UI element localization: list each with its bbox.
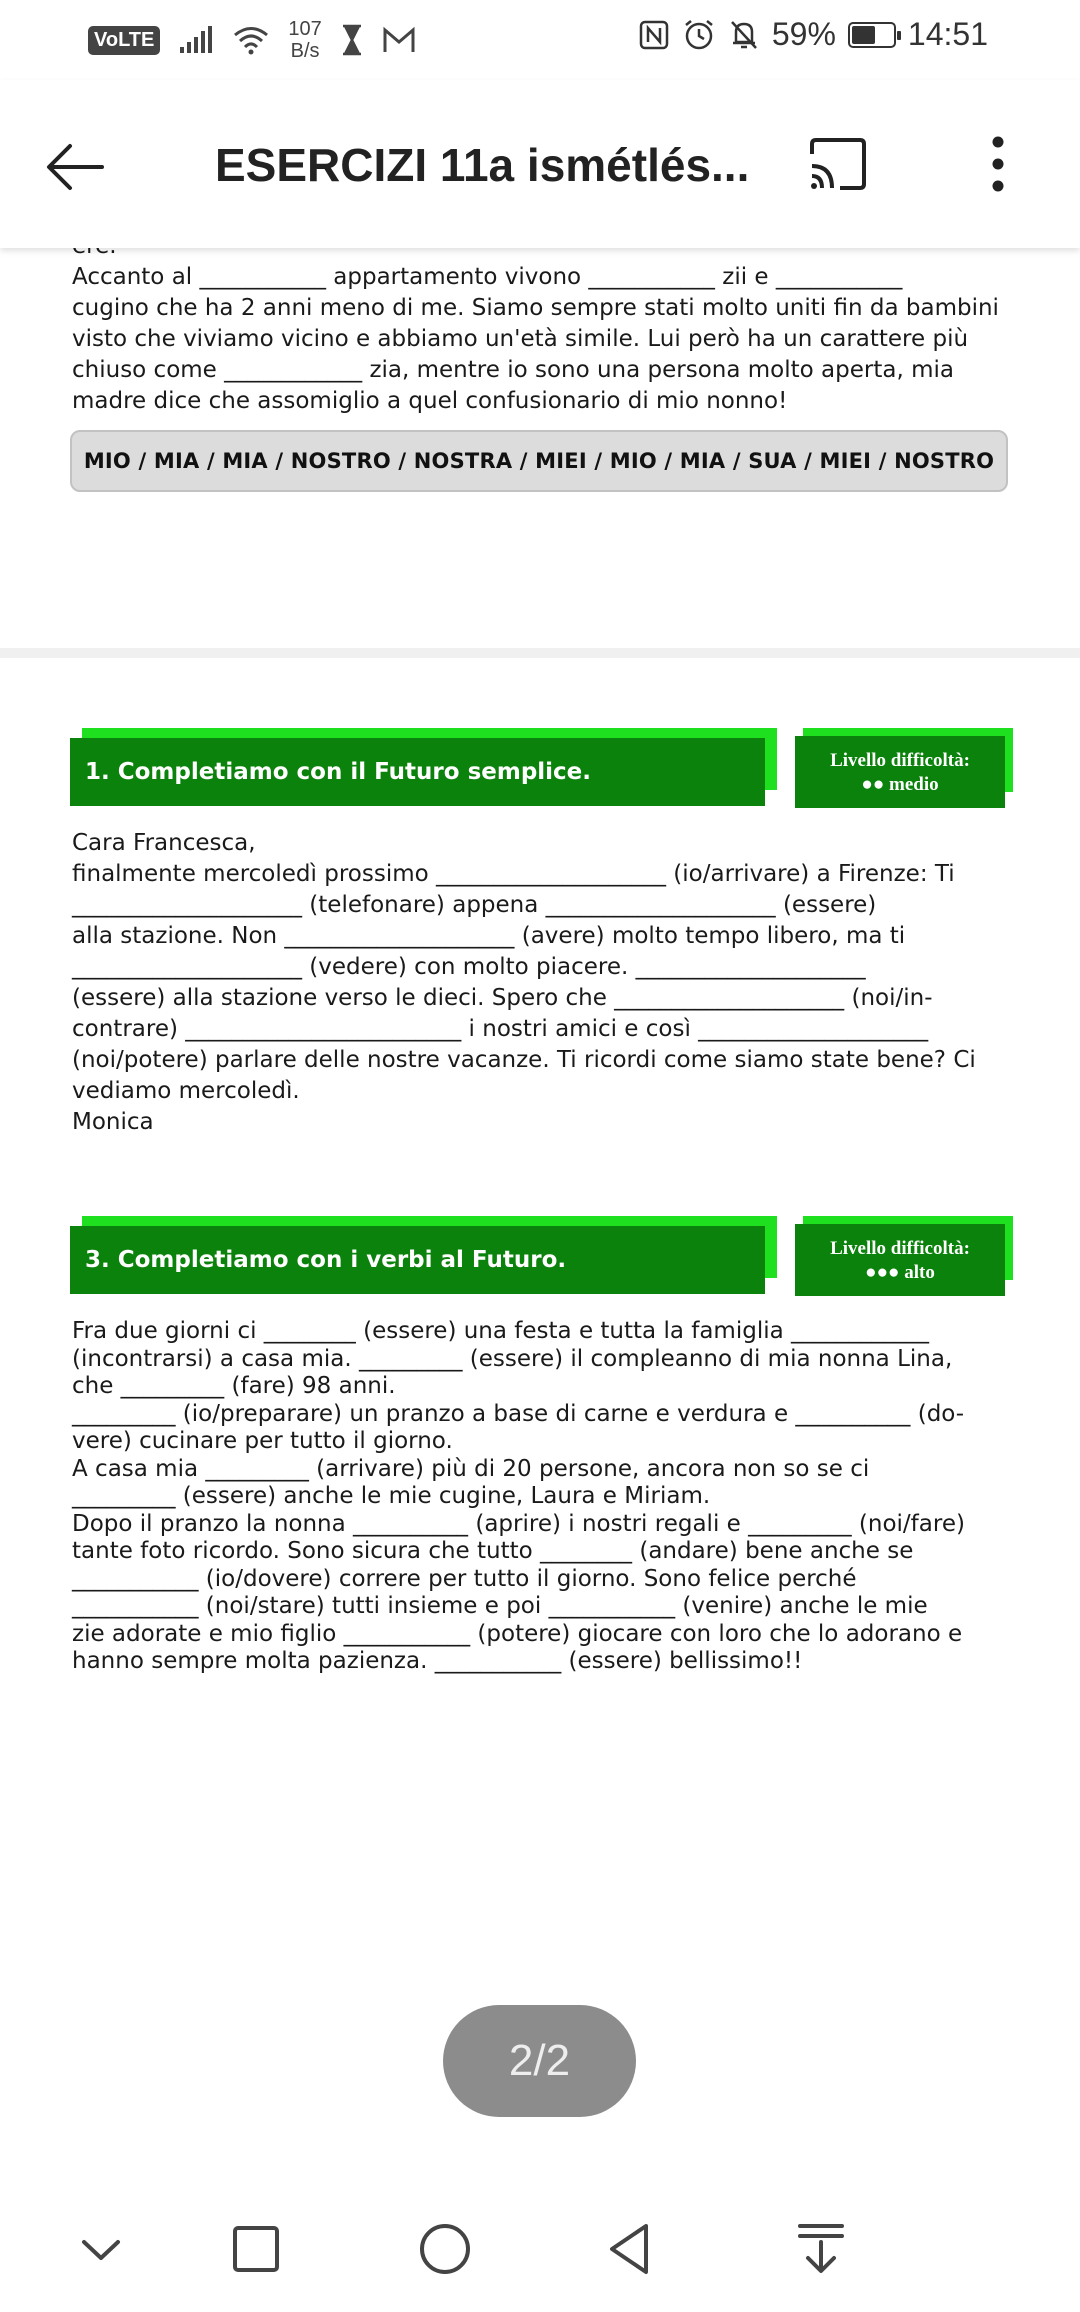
document-viewer[interactable]: [0, 248, 1080, 2108]
more-options-button[interactable]: [976, 132, 1020, 196]
battery-percent: 59%: [771, 16, 836, 52]
section-1-text: [72, 828, 1004, 1138]
text-line: A casa mia _________ (arrivare) più di 20 persone, ancora non so se ci: [72, 1455, 870, 1482]
text-line: cugino che ha 2 anni meno di me. Siamo sempre stati molto uniti fin da bambini: [72, 295, 999, 321]
circle-icon: [410, 2220, 480, 2280]
system-nav-bar: [0, 2190, 1080, 2312]
text-line: zie adorate e mio figlio ___________ (potere) giocare con loro che lo adorano e: [72, 1620, 963, 1647]
gmail-icon: [382, 26, 416, 54]
wifi-icon: [232, 25, 270, 55]
nav-notifications-button[interactable]: [786, 2220, 856, 2280]
nfc-icon: [638, 19, 670, 51]
network-speed: [288, 18, 321, 62]
word-bank-box: MIO / MIA / MIA / NOSTRO / NOSTRA / MIEI / MIO / MIA / SUA / MIEI / NOSTRO: [70, 430, 1008, 492]
section-3-level-badge: [795, 1216, 1005, 1296]
level-value: ●● medio: [861, 774, 939, 795]
text-line: alla stazione. Non ____________________ (avere) molto tempo libero, ma ti: [72, 923, 906, 949]
square-icon: [221, 2220, 291, 2280]
pull-down-icon: [786, 2220, 856, 2280]
section-3-text: [72, 1318, 1004, 1676]
text-line: vere) cucinare per tutto il giorno.: [72, 1428, 453, 1454]
back-arrow-icon: [40, 132, 110, 202]
text-line: _________ (io/preparare) un pranzo a base di carne e verdura e __________ (do-: [72, 1400, 965, 1427]
nav-back-button[interactable]: [596, 2220, 666, 2280]
cast-button[interactable]: [806, 136, 870, 192]
document-title: ESERCIZI 11a ismétlés...: [215, 139, 750, 191]
battery-icon: [848, 22, 896, 48]
page-1: [0, 248, 1080, 648]
triangle-back-icon: [596, 2220, 666, 2280]
text-line: Monica: [72, 1109, 154, 1135]
text-line: ___________ (io/dovere) correre per tutto il giorno. Sono felice perché: [72, 1565, 857, 1592]
status-left: [88, 18, 416, 62]
page-separator: [0, 648, 1080, 658]
status-right: [638, 16, 988, 53]
text-line: _________ (essere) anche le mie cugine, Laura e Miriam.: [72, 1483, 711, 1509]
section-1-title: 1. Completiamo con il Futuro semplice.: [70, 738, 765, 806]
page-1-text: [72, 231, 1004, 417]
network-speed-unit: B/s: [290, 40, 320, 62]
nav-home-button[interactable]: [410, 2220, 480, 2280]
text-line: Accanto al ___________ appartamento vivono ___________ zii e ___________: [72, 264, 903, 290]
back-button[interactable]: [40, 132, 130, 202]
hourglass-icon: [340, 24, 364, 56]
nav-collapse-button[interactable]: [66, 2220, 136, 2280]
text-line: ___________ (noi/stare) tutti insieme e poi ___________ (venire) anche le mie: [72, 1593, 928, 1619]
app-toolbar: [0, 80, 1080, 248]
text-line: che _________ (fare) 98 anni.: [72, 1373, 396, 1399]
text-line: vediamo mercoledì.: [72, 1078, 300, 1104]
battery-fill: [852, 26, 875, 44]
cast-icon: [806, 136, 870, 192]
badge-body: [795, 1224, 1005, 1296]
section-3-header: [70, 1216, 770, 1286]
level-label: Livello difficoltà:: [830, 1238, 970, 1259]
mute-bell-icon: [728, 18, 760, 52]
text-line: ____________________ (vedere) con molto piacere. ____________________: [72, 954, 866, 980]
text-line: Cara Francesca,: [72, 830, 256, 856]
signal-icon: [178, 25, 214, 55]
level-label: Livello difficoltà:: [830, 750, 970, 771]
page-indicator: 2/2: [443, 2005, 636, 2117]
alarm-icon: [682, 18, 716, 52]
volte-icon: VoLTE: [88, 26, 160, 55]
text-line: chiuso come ____________ zia, mentre io sono una persona molto aperta, mia: [72, 357, 954, 383]
page-2: [0, 658, 1080, 2108]
clock: 14:51: [907, 16, 988, 52]
text-line: madre dice che assomiglio a quel confusionario di mio nonno!: [72, 388, 788, 414]
text-line: Fra due giorni ci ________ (essere) una festa e tutta la famiglia ____________: [72, 1318, 930, 1344]
network-speed-value: 107: [288, 18, 322, 40]
text-line: (noi/potere) parlare delle nostre vacanze. Ti ricordi come siamo state bene? Ci: [72, 1047, 976, 1073]
nav-recents-button[interactable]: [221, 2220, 291, 2280]
text-line: (essere) alla stazione verso le dieci. Spero che ____________________ (noi/in-: [72, 985, 933, 1011]
status-bar: [0, 0, 1080, 80]
text-line: (incontrarsi) a casa mia. _________ (essere) il compleanno di mia nonna Lina,: [72, 1345, 953, 1372]
section-1-level-badge: [795, 728, 1005, 808]
text-line: hanno sempre molta pazienza. ___________ (essere) bellissimo!!: [72, 1648, 803, 1674]
text-line: finalmente mercoledì prossimo ____________________ (io/arrivare) a Firenze: Ti: [72, 861, 955, 887]
text-line: ____________________ (telefonare) appena ____________________ (essere): [72, 892, 877, 918]
level-value: ●●● alto: [865, 1262, 935, 1283]
text-line: contrare) ________________________ i nostri amici e così ____________________: [72, 1016, 929, 1042]
chevron-down-icon: [66, 2220, 136, 2280]
text-line: visto che viviamo vicino e abbiamo un'età simile. Lui però ha un carattere più: [72, 326, 969, 352]
text-line: Dopo il pranzo la nonna __________ (aprire) i nostri regali e _________ (noi/fare): [72, 1510, 965, 1537]
section-1-header: [70, 728, 770, 798]
section-3-title: 3. Completiamo con i verbi al Futuro.: [70, 1226, 765, 1294]
badge-body: [795, 736, 1005, 808]
more-vertical-icon: [976, 132, 1020, 196]
text-line: tante foto ricordo. Sono sicura che tutto ________ (andare) bene anche se: [72, 1538, 914, 1564]
